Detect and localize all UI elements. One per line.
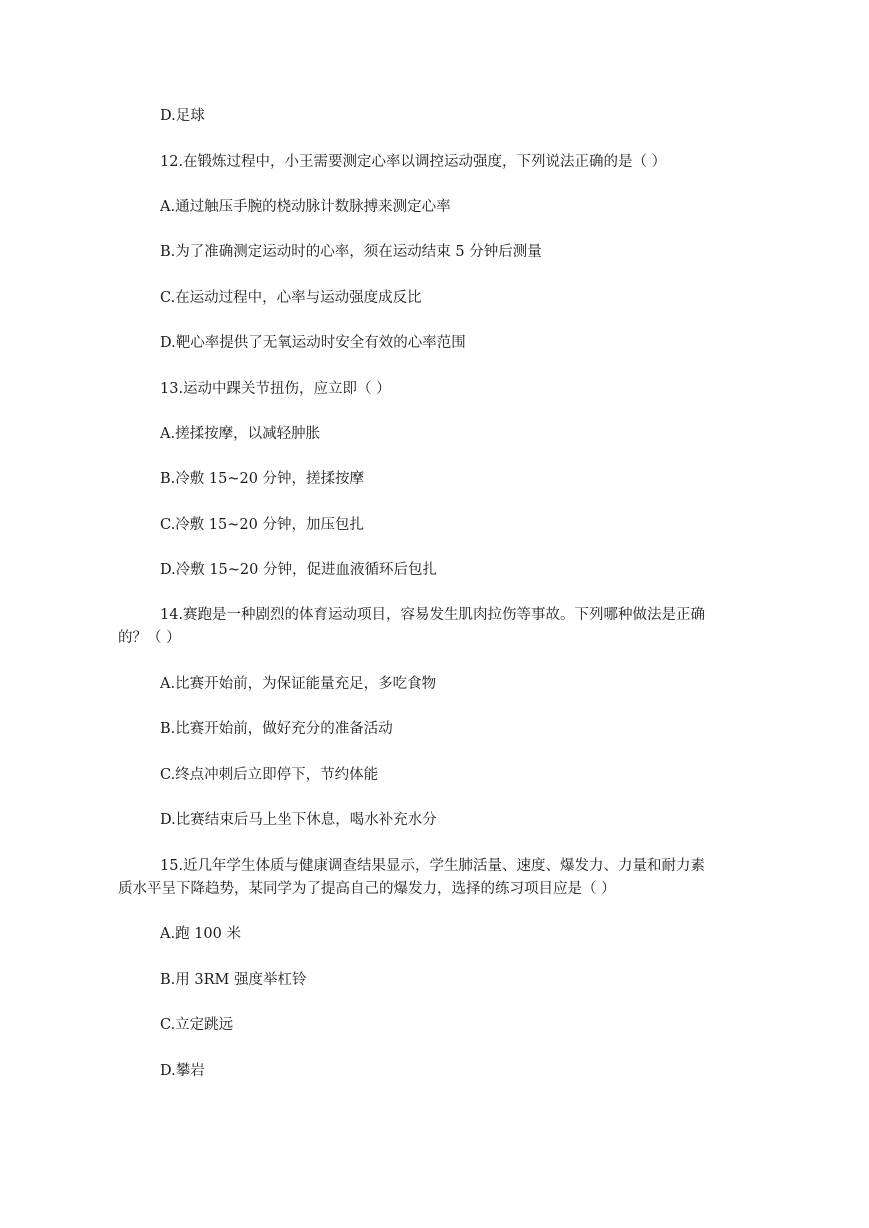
question-13-option-d: D.冷敷 15~20 分钟，促进血液循环后包扎 — [160, 562, 437, 578]
question-12-stem: 12.在锻炼过程中，小王需要测定心率以调控运动强度，下列说法正确的是（ ） — [160, 154, 667, 170]
question-14-option-c: C.终点冲刺后立即停下，节约体能 — [160, 767, 379, 783]
question-12-option-d: D.靶心率提供了无氧运动时安全有效的心率范围 — [160, 335, 466, 351]
question-12-option-c: C.在运动过程中，心率与运动强度成反比 — [160, 290, 422, 306]
question-12-option-b: B.为了准确测定运动时的心率，须在运动结束 5 分钟后测量 — [160, 244, 542, 260]
question-15-option-d: D.攀岩 — [160, 1063, 205, 1079]
question-14-option-d: D.比赛结束后马上坐下休息，喝水补充水分 — [160, 812, 437, 828]
question-14-option-a: A.比赛开始前，为保证能量充足，多吃食物 — [160, 676, 437, 692]
question-15-stem-line-2: 质水平呈下降趋势，某同学为了提高自己的爆发力，选择的练习项目应是（ ） — [118, 881, 616, 897]
question-14-stem-line-2: 的？（ ） — [118, 630, 181, 646]
question-13-stem: 13.运动中踝关节扭伤，应立即（ ） — [160, 381, 391, 397]
question-13-option-a: A.搓揉按摩，以减轻肿胀 — [160, 426, 321, 442]
question-13-option-c: C.冷敷 15~20 分钟，加压包扎 — [160, 517, 364, 533]
question-13-option-b: B.冷敷 15~20 分钟，搓揉按摩 — [160, 471, 365, 487]
question-14-option-b: B.比赛开始前，做好充分的准备活动 — [160, 721, 393, 737]
question-15-option-b: B.用 3RM 强度举杠铃 — [160, 972, 307, 988]
question-15-stem-line-1: 15.近几年学生体质与健康调查结果显示，学生肺活量、速度、爆发力、力量和耐力素 — [160, 858, 706, 874]
question-14-stem-line-1: 14.赛跑是一种剧烈的体育运动项目，容易发生肌肉拉伤等事故。下列哪种做法是正确 — [160, 607, 706, 623]
question-11-option-d: D.足球 — [160, 108, 205, 124]
question-15-option-c: C.立定跳远 — [160, 1017, 234, 1033]
question-15-option-a: A.跑 100 米 — [160, 926, 241, 942]
question-12-option-a: A.通过触压手腕的桡动脉计数脉搏来测定心率 — [160, 199, 451, 215]
